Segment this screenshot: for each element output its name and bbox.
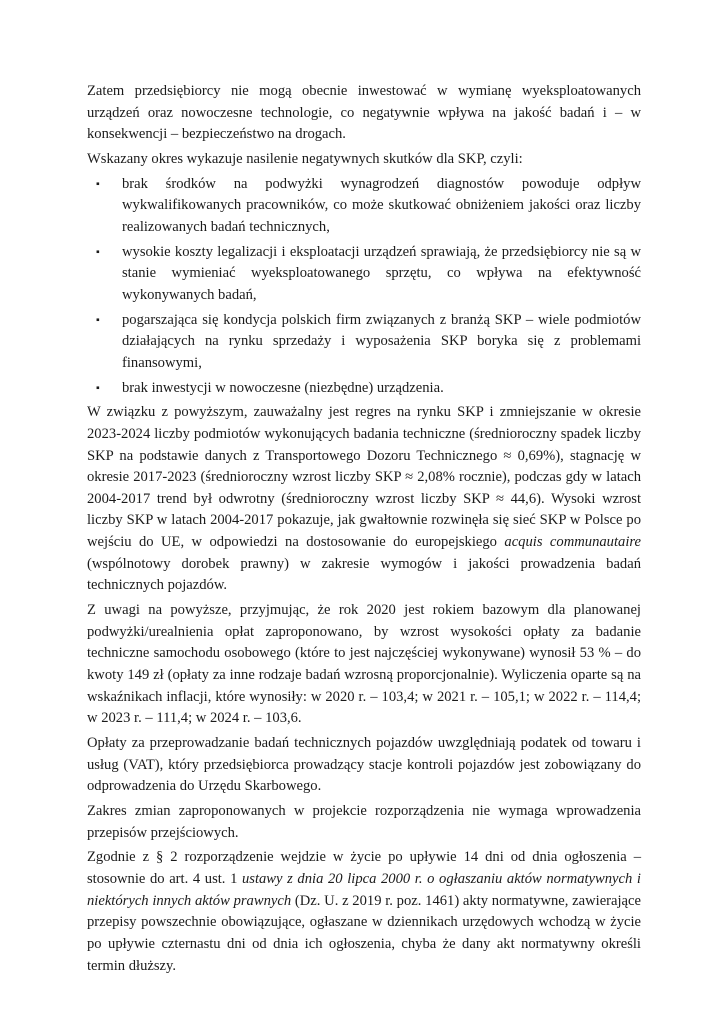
- paragraph: [87, 149, 641, 171]
- paragraph: [87, 600, 641, 730]
- paragraph: [87, 81, 641, 146]
- bullet-text: [122, 242, 641, 307]
- paragraph: [87, 801, 641, 844]
- bullet-marker-icon: ▪: [96, 246, 100, 258]
- bullet-text: [122, 174, 641, 239]
- italic-text-run: acquis communautaire: [504, 534, 641, 551]
- text-run: W związku z powyższym, zauważalny jest regres na rynku SKP i zmniejszanie w okresie 2023-2024 liczby podmiotów wykonujących badania techniczne (średnioroczny spadek liczby SKP na podstawie danych z Transportowego Dozoru Technicznego ≈ 0,69%), stagnację w okresie 2017-2023 (średnioroczny wzrost liczby SKP ≈ 2,08% rocznie), podczas gdy w latach 2004-2017 trend był odwrotny (średnioroczny wzrost liczby SKP ≈ 44,6). Wysoki wzrost liczby SKP w latach 2004-2017 pokazuje, jak gwałtownie rozwinęła się sieć SKP w Polsce po wejściu do UE, w odpowiedzi na dostosowanie do europejskiego: [87, 404, 641, 551]
- bullet-marker-icon: ▪: [96, 382, 100, 394]
- text-run: brak inwestycji w nowoczesne (niezbędne) urządzenia.: [122, 379, 444, 396]
- text-run: Zgodnie z § 2 rozporządzenie wejdzie w życie po upływie 14 dni od dnia ogłoszenia – stosownie do art. 4 ust. 1: [87, 849, 641, 887]
- text-run: pogarszająca się kondycja polskich firm związanych z branżą SKP – wiele podmiotów działających na rynku sprzedaży i wyposażenia SKP boryka się z problemami finansowymi,: [122, 311, 641, 371]
- document-body: [87, 81, 641, 980]
- bullet-marker-icon: ▪: [96, 178, 100, 190]
- paragraph: [87, 733, 641, 798]
- text-run: Zatem przedsiębiorcy nie mogą obecnie inwestować w wymianę wyeksploatowanych urządzeń oraz nowoczesne technologie, co negatywnie wpływa na jakość badań i – w konsekwencji – bezpieczeństwo na drogach.: [87, 83, 641, 143]
- text-run: brak środków na podwyżki wynagrodzeń diagnostów powoduje odpływ wykwalifikowanych pracowników, co może skutkować obniżeniem jakości oraz liczby realizowanych badań technicznych,: [122, 175, 641, 235]
- bullet-item: [87, 310, 641, 375]
- text-run: Wskazany okres wykazuje nasilenie negatywnych skutków dla SKP, czyli:: [87, 150, 523, 167]
- text-run: Zakres zmian zaproponowanych w projekcie rozporządzenia nie wymaga wprowadzenia przepisów przejściowych.: [87, 803, 641, 841]
- bullet-marker-icon: ▪: [96, 314, 100, 326]
- text-run: (wspólnotowy dorobek prawny) w zakresie wymogów i jakości prowadzenia badań technicznych pojazdów.: [87, 555, 641, 594]
- bullet-item: [87, 378, 641, 400]
- bullet-text: [122, 378, 641, 400]
- bullet-item: [87, 242, 641, 307]
- bullet-text: [122, 310, 641, 375]
- bullet-item: [87, 174, 641, 239]
- text-run: Z uwagi na powyższe, przyjmując, że rok 2020 jest rokiem bazowym dla planowanej podwyżki/urealnienia opłat zaproponowano, by wzrost wysokości opłaty za badanie techniczne samochodu osobowego (które to jest najczęściej wykonywane) wynosił 53 % – do kwoty 149 zł (opłaty za inne rodzaje badań wzrosną proporcjonalnie). Wyliczenia oparte są na wskaźnikach inflacji, które wynosiły: w 2020 r. – 103,4; w 2021 r. – 105,1; w 2022 r. – 114,4; w 2023 r. – 111,4; w 2024 r. – 103,6.: [87, 602, 641, 727]
- text-run: (Dz. U. z 2019 r. poz. 1461) akty normatywne, zawierające przepisy powszechnie obowiązujące, ogłaszane w dziennikach urzędowych wchodzą w życie po upływie czternastu dni od dnia ich ogłoszenia, chyba że dany akt normatywny określi termin dłuższy.: [87, 892, 641, 974]
- paragraph: [87, 402, 641, 597]
- text-run: wysokie koszty legalizacji i eksploatacji urządzeń sprawiają, że przedsiębiorcy nie są w stanie wymieniać wyeksploatowanego sprzętu, co wpływa na efektywność wykonywanych badań,: [122, 243, 641, 303]
- paragraph: [87, 847, 641, 977]
- text-run: Opłaty za przeprowadzanie badań technicznych pojazdów uwzględniają podatek od towaru i usług (VAT), który przedsiębiorca prowadzący stacje kontroli pojazdów jest zobowiązany do odprowadzenia do Urzędu Skarbowego.: [87, 735, 641, 795]
- italic-text-run: ustawy z dnia 20 lipca 2000 r. o ogłaszaniu aktów normatywnych i niektórych innych aktów prawnych: [87, 870, 641, 909]
